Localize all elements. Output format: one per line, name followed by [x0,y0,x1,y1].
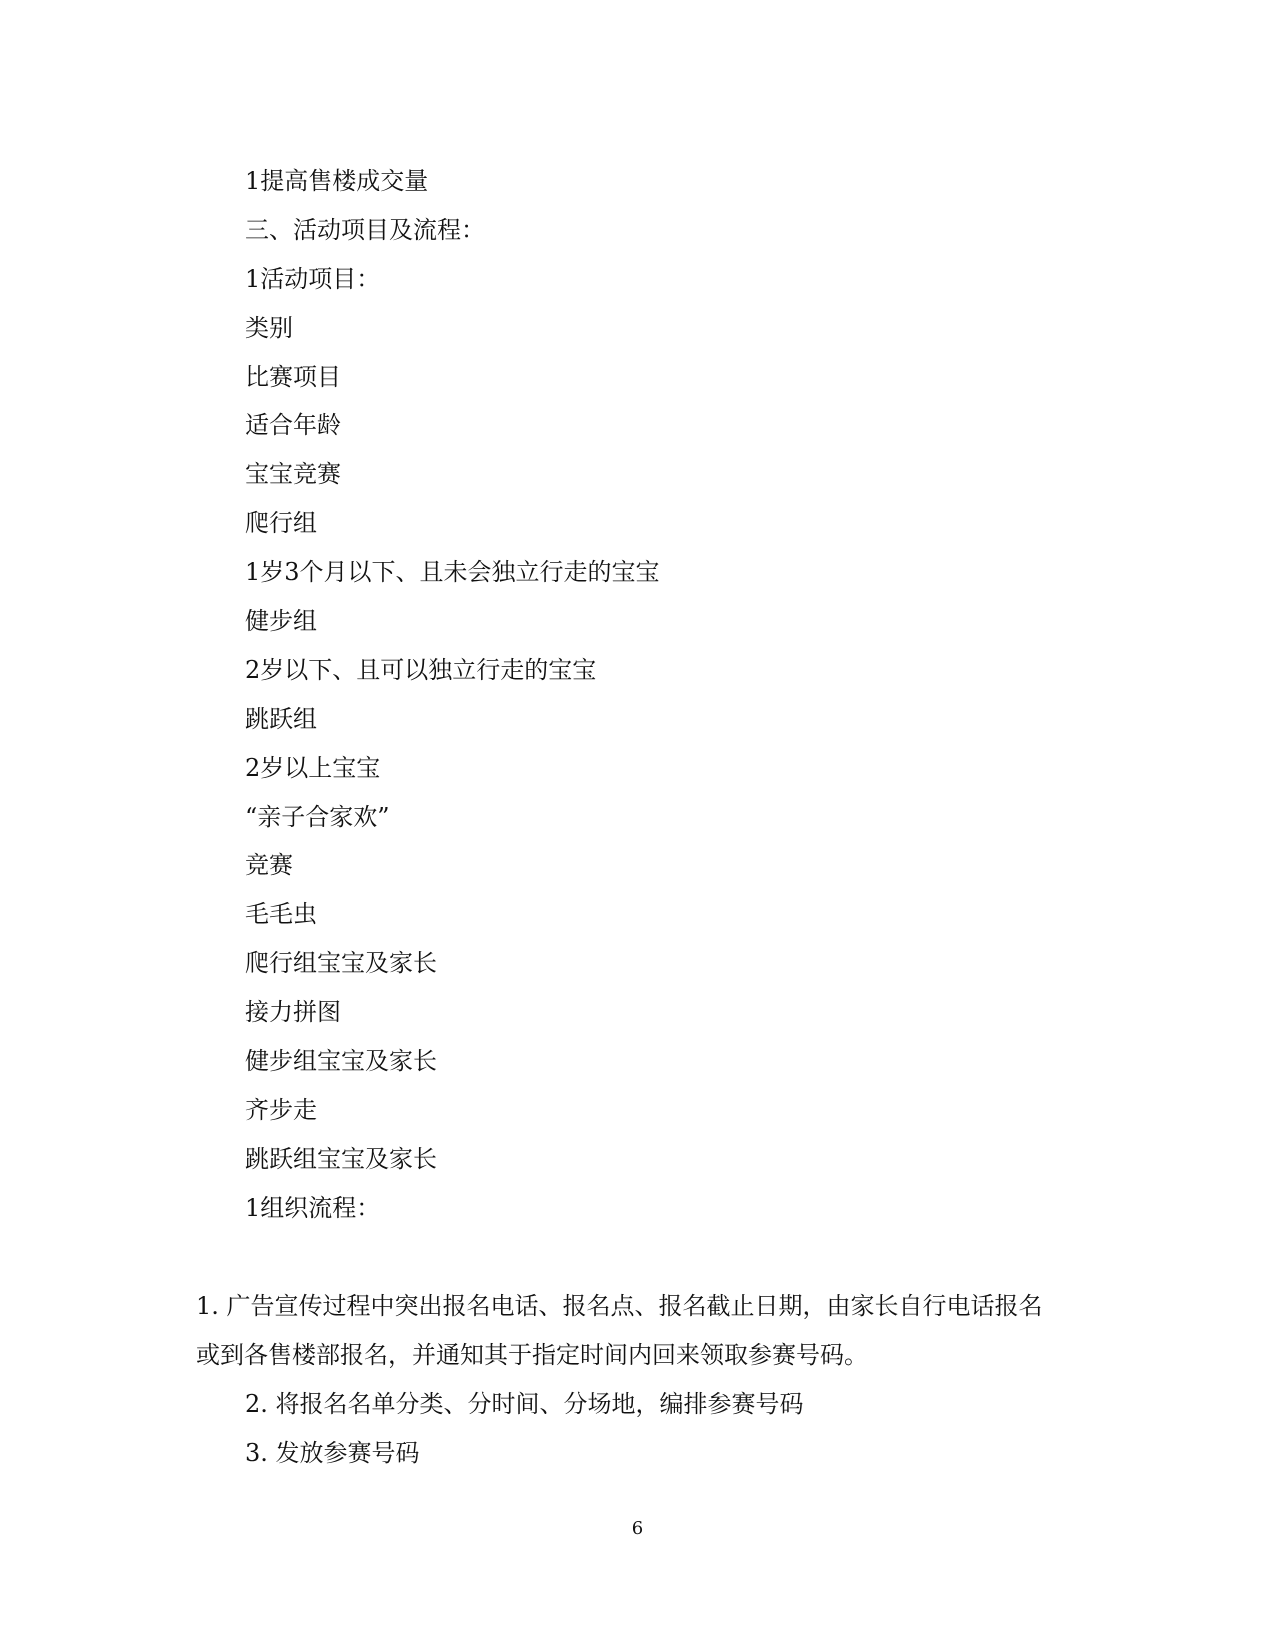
list-line: 毛毛虫 [245,900,317,929]
list-line: 跳跃组宝宝及家长 [245,1144,437,1173]
list-line: 1组织流程： [245,1193,381,1222]
list-line: 1活动项目： [245,264,381,293]
list-line: 适合年龄 [245,411,341,440]
list-line: 爬行组宝宝及家长 [245,949,437,978]
section-heading: 三、活动项目及流程： [245,215,485,244]
paragraph-line: 1. 广告宣传过程中突出报名电话、报名点、报名截止日期，由家长自行电话报名 [196,1292,1043,1320]
page-number: 6 [631,1518,644,1539]
step-line: 3. 发放参赛号码 [245,1438,420,1467]
paragraph-line: 或到各售楼部报名，并通知其于指定时间内回来领取参赛号码。 [196,1340,868,1369]
list-line: 2岁以下、且可以独立行走的宝宝 [245,655,597,684]
list-line: 跳跃组 [245,704,317,733]
list-line: “亲子合家欢” [245,802,390,831]
list-line: 接力拼图 [245,998,341,1027]
list-line: 齐步走 [245,1095,317,1124]
procedure-block [196,1282,1096,1478]
list-line: 健步组宝宝及家长 [245,1047,437,1076]
step-line: 2. 将报名名单分类、分时间、分场地，编排参赛号码 [245,1389,804,1418]
list-line: 类别 [245,313,293,342]
list-line: 比赛项目 [245,362,341,391]
list-line: 健步组 [245,607,317,636]
activity-list [245,157,1145,1233]
list-line: 1提高售楼成交量 [245,167,429,195]
list-line: 爬行组 [245,509,317,538]
list-line: 1岁3个月以下、且未会独立行走的宝宝 [245,558,660,587]
list-line: 宝宝竞赛 [245,460,341,489]
list-line: 2岁以上宝宝 [245,753,381,782]
list-line: 竞赛 [245,851,293,880]
